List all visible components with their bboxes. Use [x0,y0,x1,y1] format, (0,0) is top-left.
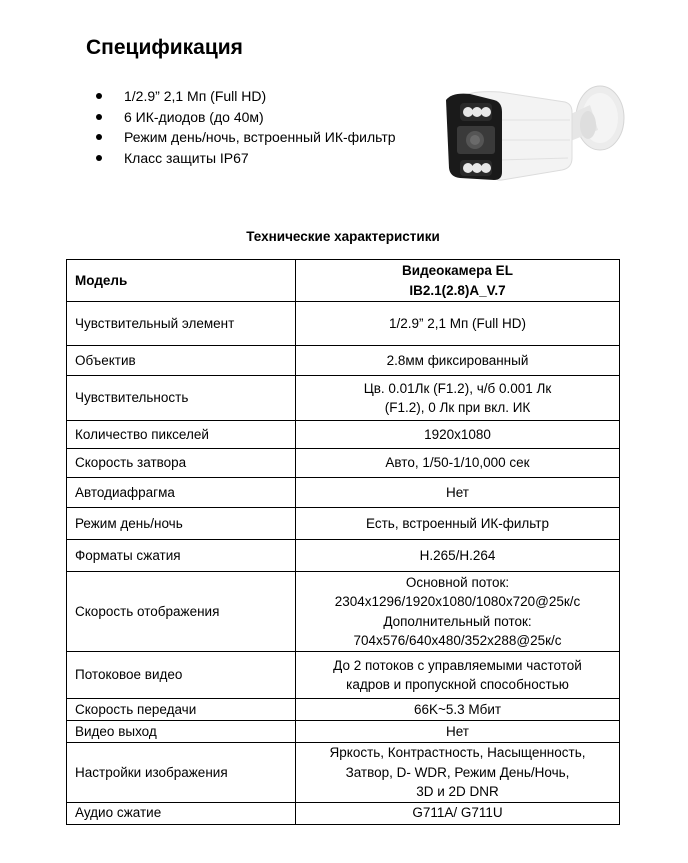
feature-text: 1/2.9” 2,1 Мп (Full HD) [124,88,267,104]
table-row [67,376,620,421]
bullet-icon [96,155,102,161]
feature-text: 6 ИК-диодов (до 40м) [124,108,264,125]
value-line: Есть, встроенный ИК-фильтр [366,515,549,531]
value-line: Нет [446,723,469,739]
value-cell [296,743,620,803]
value-line: 704x576/640x480/352x288@25к/с [353,633,562,648]
value-cell [296,421,620,449]
table-row [67,572,620,652]
table-caption: Технические характеристики [246,229,440,244]
value-cell [296,302,620,346]
feature-item [96,86,396,107]
param-cell: Чувствительность [67,376,296,421]
bullet-icon [96,93,102,99]
param-cell: Аудио сжатие [67,802,296,824]
bullet-icon [96,134,102,140]
feature-item [96,148,396,169]
value-line: G711A/ G711U [412,805,503,821]
table-header-row [67,260,620,302]
value-cell [296,376,620,421]
feature-item [96,127,396,148]
value-line: 3D и 2D DNR [416,784,499,799]
table-row [67,652,620,699]
value-line: 2304x1296/1920x1080/1080x720@25к/с [334,594,581,609]
param-cell: Автодиафрагма [67,478,296,508]
spec-table [66,259,620,825]
feature-list [96,86,396,168]
value-line: Видеокамера EL [402,263,513,278]
value-line: IB2.1(2.8)A_V.7 [409,282,506,298]
value-cell [296,478,620,508]
bullet-icon [96,114,102,120]
table-row [67,721,620,743]
table-row [67,743,620,803]
param-cell: Режим день/ночь [67,508,296,540]
value-line: 1920x1080 [424,426,491,442]
value-line: До 2 потоков с управляемыми частотой [333,657,582,673]
feature-item [96,107,396,128]
value-cell [296,802,620,824]
value-cell [296,652,620,699]
value-cell [296,346,620,376]
param-cell: Скорость отображения [67,572,296,652]
header-value-cell [296,260,620,302]
param-cell: Скорость затвора [67,449,296,478]
table-row [67,508,620,540]
param-cell: Форматы сжатия [67,540,296,572]
value-line: Цв. 0.01Лк (F1.2), ч/б 0.001 Лк [363,380,552,396]
table-row [67,802,620,824]
value-cell [296,721,620,743]
value-line: 1/2.9” 2,1 Мп (Full HD) [388,315,527,331]
value-line: 2.8мм фиксированный [386,352,529,368]
param-cell: Видео выход [67,721,296,743]
value-line: H.265/H.264 [419,547,496,563]
value-line: кадров и пропускной способностью [346,677,569,692]
value-cell [296,508,620,540]
table-row [67,699,620,721]
camera-front [446,94,502,180]
value-line: Затвор, D- WDR, Режим День/Ночь, [345,764,570,780]
value-cell [296,699,620,721]
table-row [67,421,620,449]
table-row [67,302,620,346]
value-line: Яркость, Контрастность, Насыщенность, [329,745,586,760]
value-line: Нет [446,484,469,500]
page-title: Спецификация [86,36,243,59]
table-row [67,449,620,478]
param-cell: Настройки изображения [67,743,296,803]
param-cell: Объектив [67,346,296,376]
param-cell: Скорость передачи [67,699,296,721]
value-cell [296,540,620,572]
table-row [67,478,620,508]
value-cell [296,449,620,478]
value-line: Основной поток: [405,574,510,590]
camera-product-image [440,80,640,190]
value-cell [296,572,620,652]
header-param-cell: Модель [67,260,296,302]
value-line: Авто, 1/50-1/10,000 сек [385,455,530,471]
feature-text: Режим день/ночь, встроенный ИК-фильтр [124,129,396,145]
param-cell: Чувствительный элемент [67,302,296,346]
value-line: (F1.2), 0 Лк при вкл. ИК [384,400,531,415]
value-line: 66K~5.3 Мбит [413,701,502,717]
param-cell: Потоковое видео [67,652,296,699]
value-line: Дополнительный поток: [383,613,532,629]
table-row [67,540,620,572]
param-cell: Количество пикселей [67,421,296,449]
feature-text: Класс защиты IP67 [124,149,249,166]
table-row [67,346,620,376]
